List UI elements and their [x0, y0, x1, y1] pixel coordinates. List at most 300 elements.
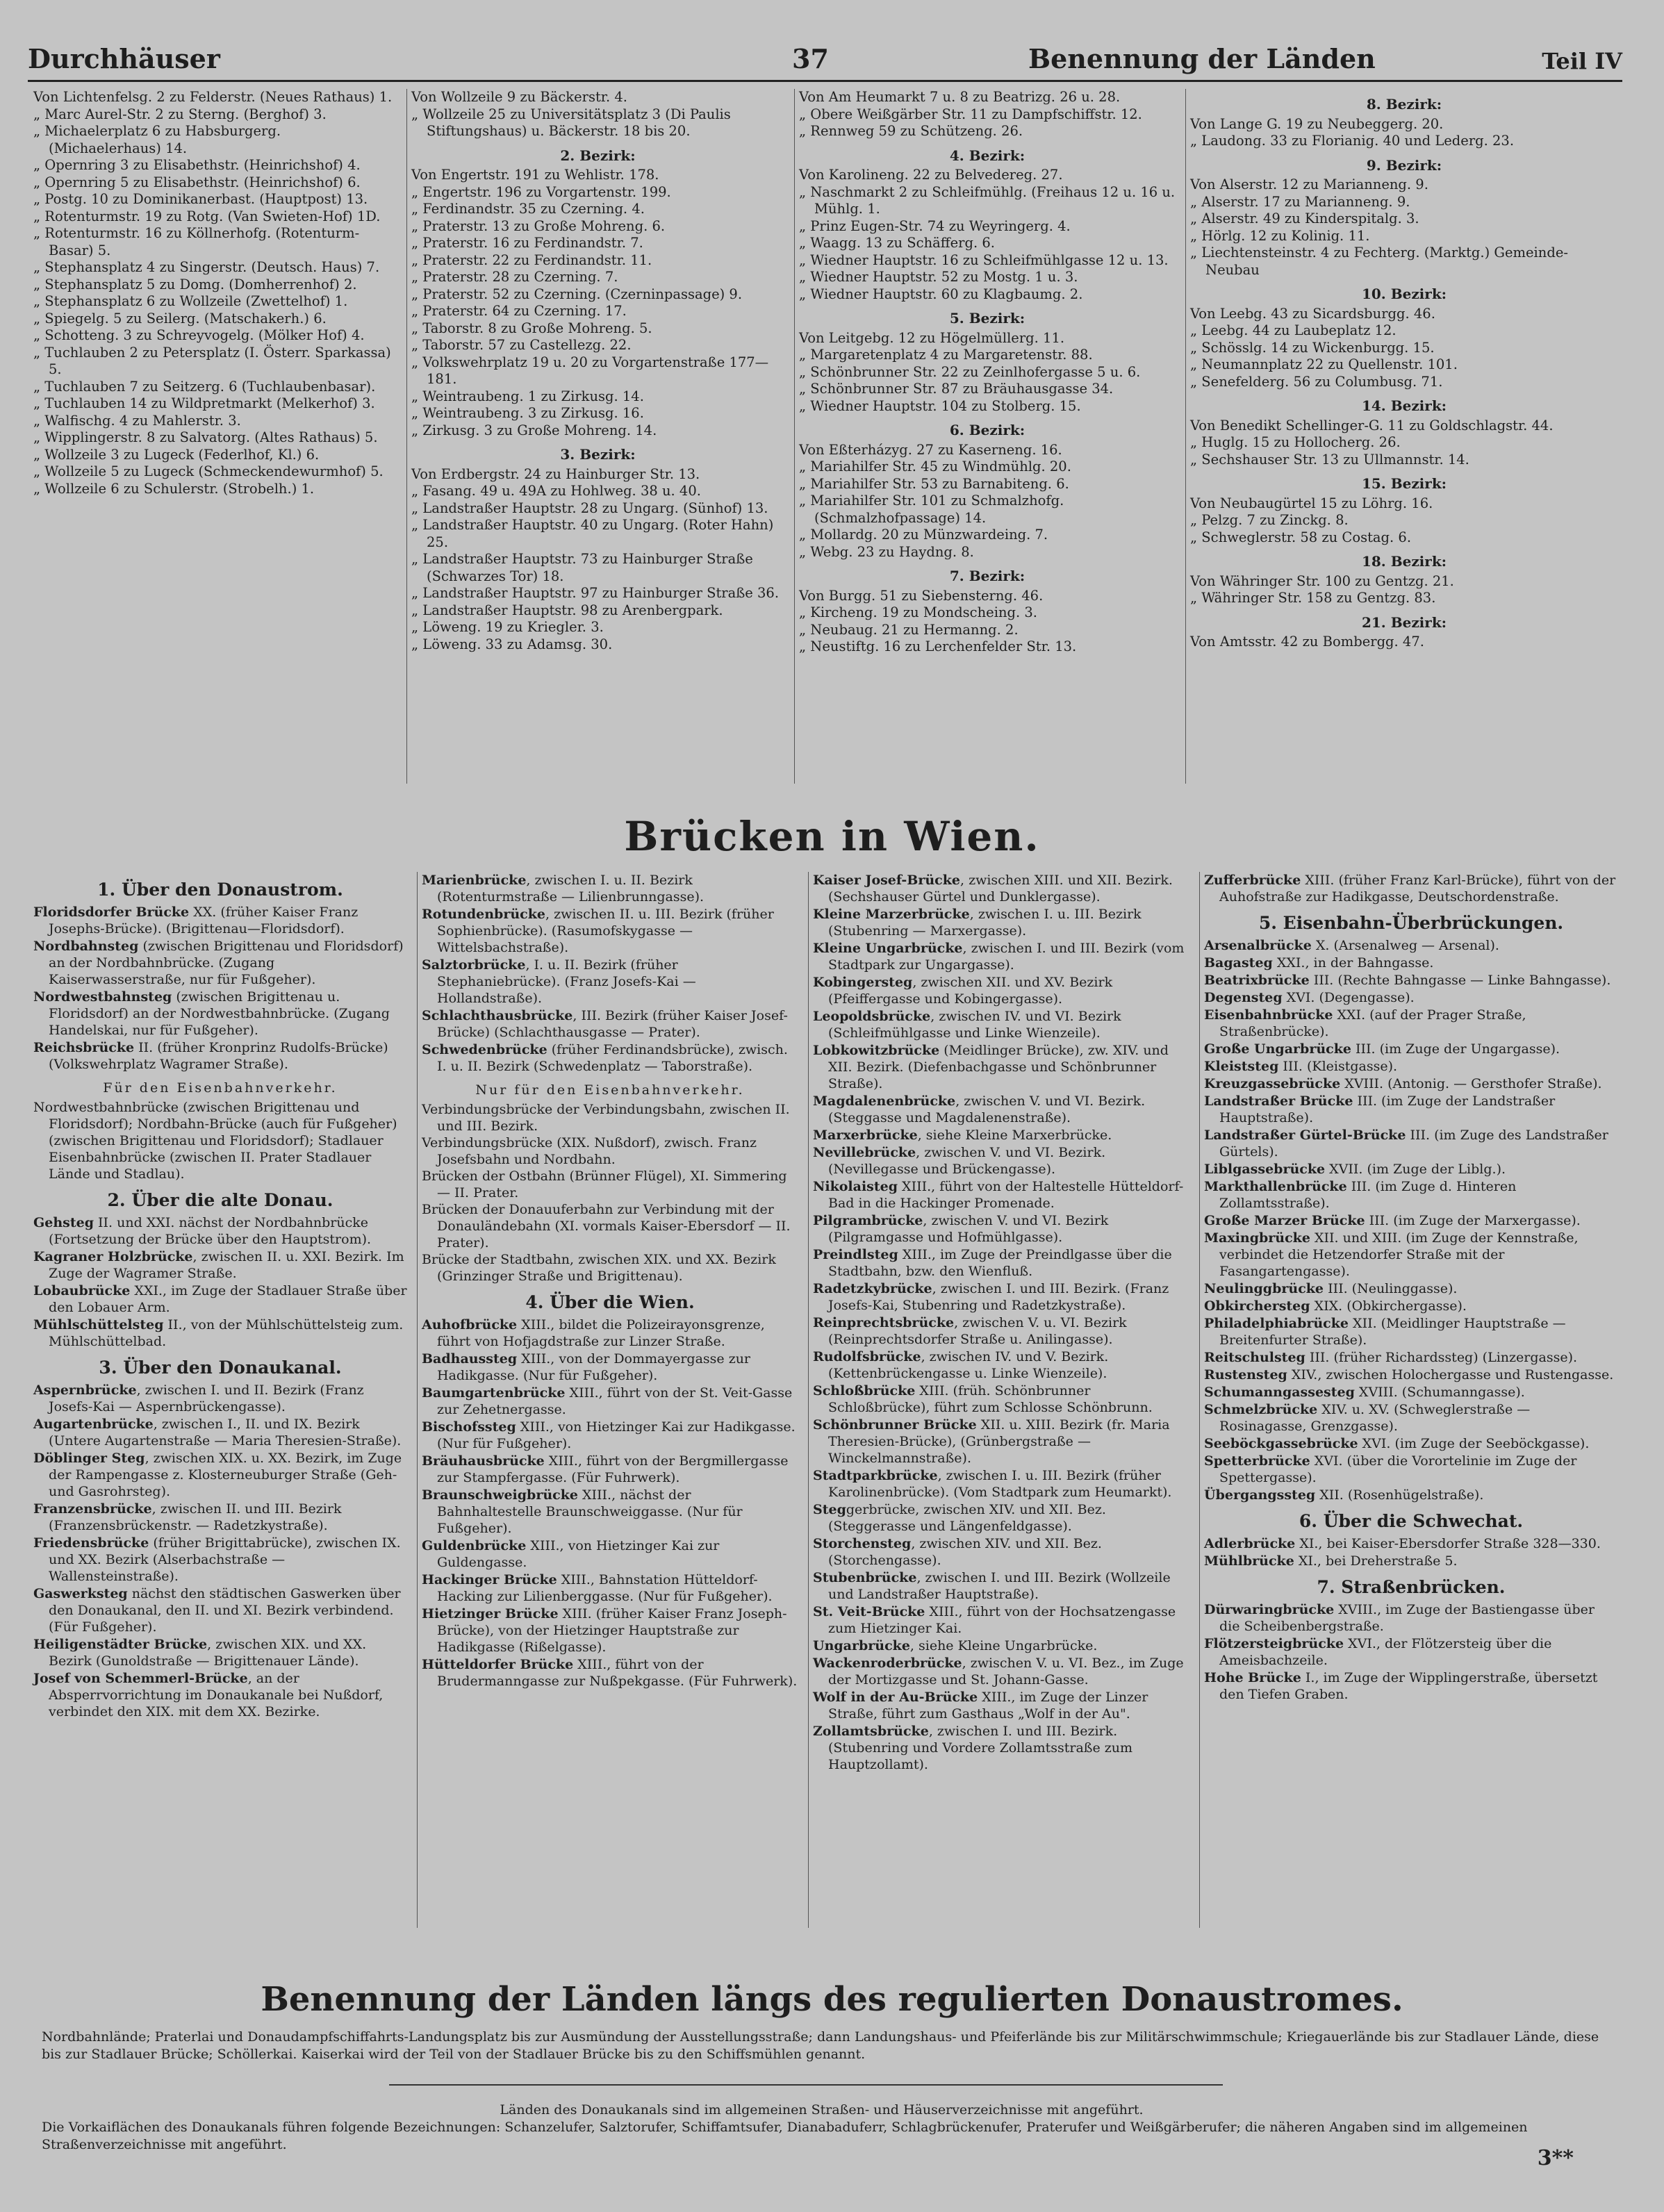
- entry-list: [799, 89, 1176, 140]
- entry: Von Am Heumarkt 7 u. 8 zu Beatrizg. 26 u. 28.: [799, 89, 1121, 105]
- entry: „ Landstraßer Hauptstr. 40 zu Ungarg. (Roter Hahn) 25.: [411, 517, 774, 550]
- entry-list: [411, 89, 784, 140]
- bridge-name: Beatrixbrücke: [1204, 973, 1310, 988]
- bridge-name: Flötzersteigbrücke: [1204, 1636, 1344, 1651]
- bridge-name: Schlachthausbrücke: [422, 1008, 573, 1023]
- entry: „ Kircheng. 19 zu Mondscheing. 3.: [799, 604, 1037, 620]
- entry: Von Neubaugürtel 15 zu Löhrg. 16.: [1190, 495, 1433, 511]
- bridge-name: Schwedenbrücke: [422, 1042, 547, 1057]
- bridge-name: Übergangssteg: [1204, 1487, 1316, 1503]
- entry: „ Laudong. 33 zu Florianig. 40 und Lederg. 23.: [1190, 133, 1515, 149]
- bridge-name: Spetterbrücke: [1204, 1453, 1310, 1469]
- district-heading: 2. Bezirk:: [560, 147, 636, 164]
- bridge-name: Preindlsteg: [813, 1247, 898, 1262]
- bridge-name: Radetzkybrücke: [813, 1281, 932, 1296]
- bridge-entry: Bischofssteg XIII., von Hietzinger Kai zur Hadikgasse. (Nur für Fußgeher).: [422, 1419, 796, 1451]
- bridge-entry: Hietzinger Brücke XIII. (früher Kaiser Franz Joseph-Brücke), von der Hietzinger Hauptstraße zur Hadikgasse (Rißelgasse).: [422, 1606, 787, 1655]
- bridge-name: Hietzinger Brücke: [422, 1606, 559, 1621]
- bridge-entry: Aspernbrücke, zwischen I. und II. Bezirk (Franz Josefs-Kai — Aspernbrückengasse).: [33, 1382, 364, 1414]
- bridge-entry: Landstraßer Gürtel-Brücke III. (im Zuge des Landstraßer Gürtels).: [1204, 1128, 1608, 1159]
- bridge-entry: Stubenbrücke, zwischen I. und III. Bezirk (Wollzeile und Landstraßer Hauptstraße).: [813, 1570, 1171, 1602]
- bridge-entry: Wolf in der Au-Brücke XIII., im Zuge der Linzer Straße, führt zum Gasthaus „Wolf in der Au".: [813, 1690, 1148, 1722]
- entry: „ Postg. 10 zu Dominikanerbast. (Hauptpost) 13.: [33, 191, 368, 207]
- bridge-entry: Schloßbrücke XIII. (früh. Schönbrunner Schloßbrücke), führt zum Schlosse Schönbrunn.: [813, 1383, 1153, 1415]
- bridge-entry: Schlachthausbrücke, III. Bezirk (früher Kaiser Josef-Brücke) (Schlachthausgasse — Prater).: [422, 1008, 788, 1040]
- bridge-entry: Maxingbrücke XII. und XIII. (im Zuge der Kennstraße, verbindet die Hetzendorfer Straße mit der Fasangartengasse).: [1204, 1230, 1579, 1279]
- bridge-name: Bräuhausbrücke: [422, 1453, 545, 1469]
- entry: „ Mariahilfer Str. 45 zu Windmühlg. 20.: [799, 459, 1071, 474]
- bridge-name: Leopoldsbrücke: [813, 1009, 931, 1024]
- bridge-name: Kleine Ungarbrücke: [813, 941, 963, 956]
- entry: „ Mariahilfer Str. 101 zu Schmalzhofg. (Schmalzhofpassage) 14.: [799, 493, 1064, 526]
- entry: „ Wiedner Hauptstr. 52 zu Mostg. 1 u. 3.: [799, 269, 1078, 285]
- entry: „ Neubaug. 21 zu Hermanng. 2.: [799, 621, 1019, 638]
- entry: Von Amtsstr. 42 zu Bombergg. 47.: [1190, 634, 1424, 650]
- entry: „ Löweng. 19 zu Kriegler. 3.: [411, 619, 604, 635]
- bridge-name: Reichsbrücke: [33, 1040, 135, 1055]
- district-heading: 15. Bezirk:: [1361, 475, 1447, 492]
- bridge-name: Kobingersteg: [813, 975, 913, 990]
- bridge-name: Auhofbrücke: [422, 1317, 518, 1332]
- bridge-name: Marienbrücke: [422, 873, 527, 888]
- bridge-name: Baumgartenbrücke: [422, 1385, 566, 1401]
- bridge-name: Landstraßer Brücke: [1204, 1093, 1353, 1109]
- entry: „ Obere Weißgärber Str. 11 zu Dampfschiffstr. 12.: [799, 106, 1142, 122]
- bridge-list: [1204, 1535, 1618, 1569]
- entry: „ Zirkusg. 3 zu Große Mohreng. 14.: [411, 422, 657, 438]
- bridge-entry: Floridsdorfer Brücke XX. (früher Kaiser Franz Josephs-Brücke). (Brigittenau—Floridsdorf).: [33, 905, 359, 936]
- entry: „ Pelzg. 7 zu Zinckg. 8.: [1190, 512, 1349, 528]
- entry: „ Liechtensteinstr. 4 zu Fechterg. (Marktg.) Gemeinde-Neubau: [1190, 245, 1568, 278]
- bridge-name: Augartenbrücke: [33, 1417, 154, 1432]
- bridge-list: [422, 872, 798, 1075]
- bridge-entry: Nikolaisteg XIII., führt von der Haltestelle Hütteldorf-Bad in die Hackinger Promenade.: [813, 1179, 1184, 1211]
- bridge-entry: Stadtparkbrücke, zwischen I. u. III. Bezirk (früher Karolinenbrücke). (Vom Stadtpark zum Heumarkt).: [813, 1468, 1172, 1500]
- entry-list: [33, 89, 397, 497]
- bridge-name: Marxerbrücke: [813, 1128, 918, 1143]
- bridge-name: Hohe Brücke: [1204, 1670, 1301, 1685]
- bridge-entry: Rotundenbrücke, zwischen II. u. III. Bezirk (früher Sophienbrücke). (Rasumofskygasse — Wittelsbachstraße).: [422, 907, 774, 955]
- bridge-name: Schönbrunner Brücke: [813, 1417, 977, 1433]
- entry: Von Eßterházyg. 27 zu Kaserneng. 16.: [799, 441, 1062, 458]
- entry: „ Schönbrunner Str. 87 zu Bräuhausgasse 34.: [799, 381, 1114, 397]
- column-1: [29, 89, 401, 784]
- entry-list: [799, 330, 1176, 415]
- entry-list: [1190, 116, 1618, 150]
- entry: „ Landstraßer Hauptstr. 73 zu Hainburger Straße (Schwarzes Tor) 18.: [411, 551, 753, 584]
- bridge-name: Rudolfsbrücke: [813, 1349, 921, 1364]
- bridge-entry: Seeböckgassebrücke XVI. (im Zuge der Seeböckgasse).: [1204, 1436, 1590, 1451]
- bridge-entry: Josef von Schemmerl-Brücke, an der Absperrvorrichtung im Donaukanale bei Nußdorf, verbindet den XIX. mit dem XX. Bezirke.: [33, 1671, 384, 1719]
- bridge-entry: Radetzkybrücke, zwischen I. und III. Bezirk. (Franz Josefs-Kai, Stubenring und Radetzkystraße).: [813, 1281, 1169, 1313]
- sub-heading: Für den Eisenbahnverkehr.: [103, 1080, 338, 1096]
- bridge-name: Reitschulsteg: [1204, 1350, 1305, 1365]
- bridge-entry: Adlerbrücke XI., bei Kaiser-Ebersdorfer Straße 328—330.: [1204, 1536, 1601, 1551]
- bridge-name: Markthallenbrücke: [1204, 1179, 1347, 1194]
- bridge-entry: Kreuzgassebrücke XVIII. (Antonig. — Gersthofer Straße).: [1204, 1076, 1602, 1091]
- entry-list: [1190, 418, 1618, 469]
- entry: „ Naschmarkt 2 zu Schleifmühlg. (Freihaus 12 u. 16 u. Mühlg. 1.: [799, 183, 1176, 217]
- entry: Von Burgg. 51 zu Siebensterng. 46.: [799, 587, 1044, 604]
- bridge-name: Josef von Schemmerl-Brücke: [33, 1671, 248, 1686]
- bridge-name: Bagasteg: [1204, 955, 1273, 971]
- district-heading: 5. Bezirk:: [949, 310, 1025, 327]
- district-heading: 6. Bezirk:: [949, 422, 1025, 438]
- bridges-column-2: [417, 872, 802, 1928]
- entry: „ Weintraubeng. 3 zu Zirkusg. 16.: [411, 405, 644, 421]
- entry: „ Praterstr. 13 zu Große Mohreng. 6.: [411, 217, 666, 234]
- bridge-name: Steg: [813, 1502, 846, 1517]
- bridge-name: Kleiststeg: [1204, 1059, 1279, 1074]
- entry: „ Praterstr. 16 zu Ferdinandstr. 7.: [411, 235, 643, 251]
- entry: „ Leebg. 44 zu Laubeplatz 12.: [1190, 322, 1397, 338]
- entry: „ Taborstr. 8 zu Große Mohreng. 5.: [411, 320, 652, 336]
- bridge-entry: Markthallenbrücke III. (im Zuge d. Hinteren Zollamtsstraße).: [1204, 1179, 1517, 1211]
- district-heading: 18. Bezirk:: [1361, 553, 1447, 570]
- entry: „ Neustiftg. 16 zu Lerchenfelder Str. 13.: [799, 638, 1077, 654]
- entry: Von Leebg. 43 zu Sicardsburgg. 46.: [1190, 305, 1435, 322]
- entry: „ Stephansplatz 5 zu Domg. (Domherrenhof) 2.: [33, 276, 357, 292]
- bridge-name: Arsenalbrücke: [1204, 938, 1312, 953]
- district-heading: 14. Bezirk:: [1361, 397, 1447, 414]
- bridge-entry: Gehsteg II. und XXI. nächst der Nordbahnbrücke (Fortsetzung der Brücke über den Hauptstrom).: [33, 1215, 372, 1247]
- bridge-name: Philadelphiabrücke: [1204, 1316, 1349, 1331]
- bridge-name: Dürwaringbrücke: [1204, 1602, 1335, 1617]
- bridge-name: Döblinger Steg: [33, 1451, 145, 1466]
- entry: „ Opernring 3 zu Elisabethstr. (Heinrichshof) 4.: [33, 157, 361, 173]
- bridge-entry: Liblgassebrücke XVII. (im Zuge der Liblg.).: [1204, 1162, 1506, 1177]
- bridge-entry: Heiligenstädter Brücke, zwischen XIX. und XX. Bezirk (Gunoldstraße — Brigittenauer Lände).: [33, 1637, 367, 1669]
- footer-note: Länden des Donaukanals sind im allgemeinen Straßen- und Häuserverzeichnisse mit angeführt.: [500, 2102, 1144, 2118]
- bridge-entry: Zollamtsbrücke, zwischen I. und III. Bezirk. (Stubenring und Vordere Zollamtsstraße zum Hauptzollamt).: [813, 1724, 1133, 1772]
- bridge-name: Wackenroderbrücke: [813, 1656, 962, 1671]
- header-left: Durchhäuser: [28, 43, 220, 74]
- sub-heading: Nur für den Eisenbahnverkehr.: [475, 1082, 745, 1098]
- bridge-entry: Hütteldorfer Brücke XIII., führt von der Brudermanngasse zur Nußpekgasse. (Für Fuhrwerk).: [422, 1657, 798, 1689]
- bridge-list: [1204, 1601, 1618, 1703]
- bridges-column-1: [29, 872, 411, 1928]
- bridge-entry: Magdalenenbrücke, zwischen V. und VI. Bezirk. (Steggasse und Magdalenenstraße).: [813, 1093, 1146, 1125]
- entry: „ Landstraßer Hauptstr. 28 zu Ungarg. (Sünhof) 13.: [411, 500, 768, 516]
- entry: „ Stephansplatz 6 zu Wollzeile (Zwettelhof) 1.: [33, 293, 348, 309]
- entry-list: [799, 442, 1176, 561]
- entry: „ Michaelerplatz 6 zu Habsburgerg. (Michaelerhaus) 14.: [33, 123, 281, 156]
- header-right: Benennung der Länden: [1028, 43, 1376, 74]
- entry: „ Sechshauser Str. 13 zu Ullmannstr. 14.: [1190, 451, 1469, 468]
- entry-list: [799, 588, 1176, 656]
- column-2: [406, 89, 789, 784]
- entry: „ Wiedner Hauptstr. 60 zu Klagbaumg. 2.: [799, 286, 1083, 302]
- bridge-name: Neulinggbrücke: [1204, 1281, 1324, 1296]
- district-heading: 10. Bezirk:: [1361, 286, 1447, 302]
- bridge-entry: Marxerbrücke, siehe Kleine Marxerbrücke.: [813, 1128, 1112, 1143]
- entry: „ Ferdinandstr. 35 zu Czerning. 4.: [411, 201, 645, 217]
- bridge-name: Heiligenstädter Brücke: [33, 1637, 208, 1652]
- entry: „ Praterstr. 28 zu Czerning. 7.: [411, 269, 618, 285]
- bridges-column-4: [1199, 872, 1622, 1928]
- entry: Von Leitgebg. 12 zu Högelmüllerg. 11.: [799, 329, 1065, 346]
- bridge-name: Franzensbrücke: [33, 1501, 152, 1517]
- bridge-entry: Wackenroderbrücke, zwischen V. u. VI. Bez., im Zuge der Mortizgasse und St. Johann-Gasse.: [813, 1656, 1184, 1687]
- entry: „ Rotenturmstr. 19 zu Rotg. (Van Swieten-Hof) 1D.: [33, 208, 381, 224]
- entry: „ Schotteng. 3 zu Schreyvogelg. (Mölker Hof) 4.: [33, 327, 365, 343]
- entry: Verbindungsbrücke (XIX. Nußdorf), zwisch. Franz Josefsbahn und Nordbahn.: [422, 1135, 757, 1167]
- bridge-entry: Kagraner Holzbrücke, zwischen II. u. XXI. Bezirk. Im Zuge der Wagramer Straße.: [33, 1249, 404, 1281]
- bridge-name: Rotundenbrücke: [422, 907, 545, 922]
- section-heading: 6. Über die Schwechat.: [1299, 1511, 1524, 1531]
- bridge-name: Maxingbrücke: [1204, 1230, 1310, 1246]
- bridge-list: [1204, 872, 1618, 905]
- bridge-name: Wolf in der Au-Brücke: [813, 1690, 978, 1705]
- bridge-entry: Philadelphiabrücke XII. (Meidlinger Hauptstraße — Breitenfurter Straße).: [1204, 1316, 1566, 1348]
- bridge-entry: Pilgrambrücke, zwischen V. und VI. Bezirk (Pilgramgasse und Hofmühlgasse).: [813, 1213, 1109, 1245]
- entry: „ Alserstr. 49 zu Kinderspitalg. 3.: [1190, 211, 1419, 226]
- entry: „ Fasang. 49 u. 49A zu Hohlweg. 38 u. 40.: [411, 483, 701, 499]
- entry: „ Tuchlauben 14 zu Wildpretmarkt (Melkerhof) 3.: [33, 395, 375, 411]
- bridge-name: Rustensteg: [1204, 1367, 1287, 1382]
- entry: „ Rotenturmstr. 16 zu Köllnerhofg. (Rotenturm-Basar) 5.: [33, 225, 360, 258]
- entry: Von Wollzeile 9 zu Bäckerstr. 4.: [411, 89, 627, 105]
- entry: Von Alserstr. 12 zu Marianneng. 9.: [1190, 176, 1428, 192]
- entry: „ Opernring 5 zu Elisabethstr. (Heinrichshof) 6.: [33, 174, 361, 190]
- bridge-entry: Degensteg XVI. (Degengasse).: [1204, 990, 1415, 1005]
- bridge-entry: Landstraßer Brücke III. (im Zuge der Landstraßer Hauptstraße).: [1204, 1093, 1556, 1125]
- entry: „ Walfischg. 4 zu Mahlerstr. 3.: [33, 412, 241, 429]
- divider: [389, 2084, 1223, 2086]
- entry: „ Margaretenplatz 4 zu Margaretenstr. 88.: [799, 347, 1093, 363]
- bridges-columns: [29, 872, 1622, 1928]
- bridge-name: Mühlbrücke: [1204, 1553, 1294, 1569]
- bridge-name: Mühlschüttelsteg: [33, 1317, 164, 1332]
- bridge-entry: Hohe Brücke I., im Zuge der Wipplingerstraße, übersetzt den Tiefen Graben.: [1204, 1670, 1598, 1702]
- entry: Brücke der Stadtbahn, zwischen XIX. und XX. Bezirk (Grinzinger Straße und Brigittenau).: [422, 1252, 776, 1284]
- durchhaeuser-columns: [29, 89, 1622, 784]
- bridge-name: Stubenbrücke: [813, 1570, 917, 1585]
- entry: „ Marc Aurel-Str. 2 zu Sterng. (Berghof) 3.: [33, 106, 327, 122]
- bridge-name: Lobaubrücke: [33, 1283, 131, 1298]
- entry: „ Praterstr. 64 zu Czerning. 17.: [411, 303, 627, 319]
- bridge-entry: Nordwestbahnsteg (zwischen Brigittenau u. Floridsdorf) an der Nordwestbahnbrücke. (Zugang Handelskai, nur für Fußgeher).: [33, 989, 390, 1038]
- bridge-name: Friedensbrücke: [33, 1535, 149, 1551]
- entry: „ Wollzeile 6 zu Schulerstr. (Strobelh.) 1.: [33, 480, 315, 497]
- column-3: [794, 89, 1180, 784]
- district-heading: 8. Bezirk:: [1366, 96, 1442, 113]
- entry-list: [1190, 306, 1618, 391]
- column-4: [1185, 89, 1622, 784]
- bridge-list: [33, 904, 407, 1073]
- entry: „ Schönbrunner Str. 22 zu Zeinlhofergasse 5 u. 6.: [799, 363, 1141, 380]
- entry: „ Mariahilfer Str. 53 zu Barnabiteng. 6.: [799, 475, 1069, 492]
- bridge-name: Eisenbahnbrücke: [1204, 1007, 1333, 1023]
- entry: „ Volkswehrplatz 19 u. 20 zu Vorgartenstraße 177—181.: [411, 354, 769, 387]
- bridge-name: Schumanngassesteg: [1204, 1385, 1355, 1400]
- bridge-entry: Steggerbrücke, zwischen XIV. und XII. Bez. (Steggerasse und Längenfeldgasse).: [813, 1502, 1106, 1534]
- bridge-entry: Rudolfsbrücke, zwischen IV. und V. Bezirk. (Kettenbrückengasse u. Linke Wienzeile).: [813, 1349, 1109, 1381]
- bridge-name: Storchensteg: [813, 1536, 912, 1551]
- footer-note: Die Vorkaiflächen des Donaukanals führen folgende Bezeichnungen: Schanzelufer, Salztorufer, Schiffamtsufer, Dianabaduferr, Schlagbrückenufer, Praterufer und Weißgärberufer; die näheren Angaben sind im allgemeinen Straßenverzeichnisse mit angeführt.: [42, 2120, 1528, 2152]
- header-part: Teil IV: [1542, 48, 1622, 74]
- bridge-name: Kaiser Josef-Brücke: [813, 873, 960, 888]
- bridge-entry: Spetterbrücke XVI. (über die Vorortelinie im Zuge der Spettergasse).: [1204, 1453, 1577, 1485]
- bridge-name: Obkirchersteg: [1204, 1298, 1310, 1314]
- bridge-entry: Mühlschüttelsteg II., von der Mühlschüttelsteig zum. Mühlschüttelbad.: [33, 1317, 404, 1349]
- bridge-entry: Friedensbrücke (früher Brigittabrücke), zwischen IX. und XX. Bezirk (Alserbachstraße — Wallensteinstraße).: [33, 1535, 401, 1584]
- bridge-list: [813, 872, 1189, 1773]
- entry: „ Stephansplatz 4 zu Singerstr. (Deutsch. Haus) 7.: [33, 259, 380, 275]
- entry: „ Engertstr. 196 zu Vorgartenstr. 199.: [411, 183, 671, 200]
- district-heading: 4. Bezirk:: [949, 147, 1025, 164]
- bridge-entry: Übergangssteg XII. (Rosenhügelstraße).: [1204, 1487, 1484, 1503]
- entry: „ Hörlg. 12 zu Kolinig. 11.: [1190, 227, 1370, 244]
- entry: „ Senefelderg. 56 zu Columbusg. 71.: [1190, 373, 1443, 390]
- bridge-name: Bischofssteg: [422, 1419, 516, 1435]
- bridge-name: Degensteg: [1204, 990, 1283, 1005]
- bridge-name: Seeböckgassebrücke: [1204, 1436, 1358, 1451]
- bridge-entry: Lobaubrücke XXI., im Zuge der Stadlauer Straße über den Lobauer Arm.: [33, 1283, 407, 1315]
- bridge-entry: Augartenbrücke, zwischen I., II. und IX. Bezirk (Untere Augartenstraße — Maria Theresien-Straße).: [33, 1417, 402, 1448]
- entry: „ Schweglerstr. 58 zu Costag. 6.: [1190, 529, 1412, 545]
- entry: „ Wollzeile 5 zu Lugeck (Schmeckendewurmhof) 5.: [33, 463, 384, 479]
- entry: Von Erdbergstr. 24 zu Hainburger Str. 13.: [411, 465, 700, 482]
- bridge-name: Badhaussteg: [422, 1351, 518, 1367]
- bridge-entry: Guldenbrücke XIII., von Hietzinger Kai zur Guldengasse.: [422, 1538, 720, 1570]
- bridge-name: Reinprechtsbrücke: [813, 1315, 955, 1330]
- bridge-entry: Kleine Ungarbrücke, zwischen I. und III. Bezirk (vom Stadtpark zur Ungargasse).: [813, 941, 1185, 973]
- bridge-entry: Kobingersteg, zwischen XII. und XV. Bezirk (Pfeiffergasse und Kobingergasse).: [813, 975, 1113, 1007]
- bridge-name: Pilgrambrücke: [813, 1213, 923, 1228]
- bridge-entry: Franzensbrücke, zwischen II. und III. Bezirk (Franzensbrückenstr. — Radetzkystraße).: [33, 1501, 342, 1533]
- entry-list: [411, 167, 784, 439]
- district-heading: 21. Bezirk:: [1361, 613, 1447, 631]
- bridge-entry: Schmelzbrücke XIV. u. XV. (Schweglerstraße — Rosinagasse, Grenzgasse).: [1204, 1402, 1531, 1434]
- bridge-name: Kleine Marzerbrücke: [813, 907, 970, 922]
- district-heading: 3. Bezirk:: [560, 446, 636, 463]
- bridge-entry: Schönbrunner Brücke XII. u. XIII. Bezirk (fr. Maria Theresien-Brücke), (Grünbergstraße — Winckelmannstraße).: [813, 1417, 1170, 1466]
- bridge-entry: Nordbahnsteg (zwischen Brigittenau und Floridsdorf) an der Nordbahnbrücke. (Zugang Kaiserwasserstraße, nur für Fußgeher).: [33, 939, 404, 987]
- bridge-name: Landstraßer Gürtel-Brücke: [1204, 1128, 1406, 1143]
- bridge-name: Große Ungarbrücke: [1204, 1041, 1351, 1057]
- entry: Von Engertstr. 191 zu Wehlistr. 178.: [411, 167, 659, 183]
- bridge-name: Nikolaisteg: [813, 1179, 898, 1194]
- bridge-name: Gehsteg: [33, 1215, 94, 1230]
- bridge-name: St. Veit-Brücke: [813, 1604, 925, 1619]
- bridge-entry: Gaswerksteg nächst den städtischen Gaswerken über den Donaukanal, den II. und XI. Bezirk verbindend. (Für Fußgeher).: [33, 1586, 401, 1635]
- bridge-entry: Schumanngassesteg XVIII. (Schumanngasse).: [1204, 1385, 1525, 1400]
- section-heading: 5. Eisenbahn-Überbrückungen.: [1258, 913, 1564, 933]
- entry: „ Tuchlauben 7 zu Seitzerg. 6 (Tuchlaubenbasar).: [33, 378, 376, 395]
- entry: „ Alserstr. 17 zu Marianneng. 9.: [1190, 193, 1410, 210]
- bridge-name: Nevillebrücke: [813, 1145, 916, 1160]
- bridge-entry: Obkirchersteg XIX. (Obkirchergasse).: [1204, 1298, 1467, 1314]
- entry: Brücken der Ostbahn (Brünner Flügel), XI. Simmering — II. Prater.: [422, 1169, 787, 1200]
- bridge-entry: St. Veit-Brücke XIII., führt von der Hochsatzengasse zum Hietzinger Kai.: [813, 1604, 1176, 1636]
- page-number: 37: [792, 43, 829, 74]
- section-heading: 4. Über die Wien.: [525, 1292, 695, 1312]
- entry: „ Spiegelg. 5 zu Seilerg. (Matschakerh.) 6.: [33, 310, 327, 327]
- bridge-list: [422, 1317, 798, 1690]
- bridge-entry: Flötzersteigbrücke XVI., der Flötzersteig über die Ameisbachzeile.: [1204, 1636, 1552, 1668]
- entry: „ Wollzeile 25 zu Universitätsplatz 3 (Di Paulis Stiftungshaus) u. Bäckerstr. 18 bis 20.: [411, 106, 731, 139]
- entry: „ Wiedner Hauptstr. 104 zu Stolberg. 15.: [799, 397, 1081, 414]
- bridge-entry: Kleiststeg III. (Kleistgasse).: [1204, 1059, 1398, 1074]
- bridge-entry: Mühlbrücke XI., bei Dreherstraße 5.: [1204, 1553, 1458, 1569]
- bridge-entry: Schwedenbrücke (früher Ferdinandsbrücke), zwisch. I. u. II. Bezirk (Schwedenplatz — Taborstraße).: [422, 1042, 788, 1074]
- entry: „ Währinger Str. 158 zu Gentzg. 83.: [1190, 590, 1436, 606]
- entry: „ Huglg. 15 zu Hollocherg. 26.: [1190, 434, 1401, 450]
- bridge-list: [33, 1214, 407, 1350]
- bridge-entry: Reichsbrücke II. (früher Kronprinz Rudolfs-Brücke) (Volkswehrplatz Wagramer Straße).: [33, 1040, 388, 1072]
- bridge-name: Gaswerksteg: [33, 1586, 128, 1601]
- entry: „ Wiedner Hauptstr. 16 zu Schleifmühlgasse 12 u. 13.: [799, 251, 1169, 268]
- bridge-name: Hütteldorfer Brücke: [422, 1657, 574, 1672]
- bridge-name: Salztorbrücke: [422, 957, 526, 973]
- entry: „ Schösslg. 14 zu Wickenburgg. 15.: [1190, 339, 1435, 356]
- bridge-entry: Leopoldsbrücke, zwischen IV. und VI. Bezirk (Schleifmühlgasse und Linke Wienzeile).: [813, 1009, 1121, 1041]
- bridge-entry: Salztorbrücke, I. u. II. Bezirk (früher Stephaniebrücke). (Franz Josefs-Kai — Hollandstraße).: [422, 957, 696, 1006]
- bridge-entry: Storchensteg, zwischen XIV. und XII. Bez. (Storchengasse).: [813, 1536, 1102, 1568]
- district-heading: 7. Bezirk:: [949, 568, 1025, 584]
- entry-list: [422, 1101, 798, 1285]
- bridge-entry: Dürwaringbrücke XVIII., im Zuge der Bastiengasse über die Scheibenbergstraße.: [1204, 1602, 1595, 1634]
- bridges-title: Brücken in Wien.: [624, 813, 1040, 860]
- entry: „ Rennweg 59 zu Schützeng. 26.: [799, 123, 1023, 139]
- bridge-name: Große Marzer Brücke: [1204, 1213, 1365, 1228]
- bridge-name: Stadtparkbrücke: [813, 1468, 938, 1483]
- bridge-name: Kagraner Holzbrücke: [33, 1249, 193, 1264]
- bridge-name: Adlerbrücke: [1204, 1536, 1296, 1551]
- entry-list: [799, 167, 1176, 303]
- bridge-entry: Rustensteg XIV., zwischen Holochergasse und Rustengasse.: [1204, 1367, 1614, 1382]
- section-heading: 7. Straßenbrücken.: [1317, 1577, 1506, 1597]
- bridge-name: Magdalenenbrücke: [813, 1093, 956, 1109]
- bridge-entry: Marienbrücke, zwischen I. u. II. Bezirk (Rotenturmstraße — Lilienbrunngasse).: [422, 873, 705, 905]
- bridge-name: Lobkowitzbrücke: [813, 1043, 940, 1058]
- bridge-name: Ungarbrücke: [813, 1638, 910, 1653]
- entry: Brücken der Donauuferbahn zur Verbindung mit der Donauländebahn (XI. vormals Kaiser-Ebersdorf — II. Prater).: [422, 1202, 791, 1251]
- bridge-entry: Reinprechtsbrücke, zwischen V. u. VI. Bezirk (Reinprechtsdorfer Straße u. Anilingasse).: [813, 1315, 1127, 1347]
- entry: „ Waagg. 13 zu Schäfferg. 6.: [799, 235, 995, 251]
- bridge-name: Braunschweigbrücke: [422, 1487, 578, 1503]
- entry: „ Mollardg. 20 zu Münzwardeing. 7.: [799, 527, 1048, 543]
- bridge-entry: Bagasteg XXI., in der Bahngasse.: [1204, 955, 1434, 971]
- bridge-entry: Baumgartenbrücke XIII., führt von der St. Veit-Gasse zur Zehetnergasse.: [422, 1385, 793, 1417]
- bridge-name: Zollamtsbrücke: [813, 1724, 929, 1739]
- bridge-name: Nordbahnsteg: [33, 939, 139, 954]
- bridge-entry: Lobkowitzbrücke (Meidlinger Brücke), zw. XIV. und XII. Bezirk. (Diefenbachgasse und Schönbrunner Straße).: [813, 1043, 1169, 1091]
- entry: Von Karolineng. 22 zu Belvedereg. 27.: [799, 167, 1063, 183]
- entry: Von Währinger Str. 100 zu Gentzg. 21.: [1190, 572, 1454, 589]
- entry: „ Praterstr. 52 zu Czerning. (Czerninpassage) 9.: [411, 286, 743, 302]
- entry: „ Löweng. 33 zu Adamsg. 30.: [411, 636, 613, 652]
- entry: „ Wollzeile 3 zu Lugeck (Federlhof, Kl.) 6.: [33, 446, 320, 463]
- bridge-name: Hackinger Brücke: [422, 1572, 557, 1587]
- bridge-entry: Hackinger Brücke XIII., Bahnstation Hütteldorf-Hacking zur Lilienberggasse. (Nur für Fußgeher).: [422, 1572, 773, 1604]
- bridge-entry: Bräuhausbrücke XIII., führt von der Bergmillergasse zur Stampfergasse. (Für Fuhrwerk).: [422, 1453, 789, 1485]
- bridge-name: Liblgassebrücke: [1204, 1162, 1326, 1177]
- entry: „ Landstraßer Hauptstr. 97 zu Hainburger Straße 36.: [411, 585, 780, 601]
- bridge-name: Zufferbrücke: [1204, 873, 1301, 888]
- entry-list: [1190, 495, 1618, 547]
- bridge-entry: Zufferbrücke XIII. (früher Franz Karl-Brücke), führt von der Auhofstraße zur Hadikgasse, Deutschordenstraße.: [1204, 873, 1616, 905]
- district-heading: 9. Bezirk:: [1366, 156, 1442, 174]
- section-heading: 3. Über den Donaukanal.: [99, 1357, 342, 1378]
- bridge-entry: Ungarbrücke, siehe Kleine Ungarbrücke.: [813, 1638, 1098, 1653]
- entry: Verbindungsbrücke der Verbindungsbahn, zwischen II. und III. Bezirk.: [422, 1102, 790, 1134]
- entry-list: [411, 466, 784, 654]
- bridge-entry: Kleine Marzerbrücke, zwischen I. u. III. Bezirk (Stubenring — Marxergasse).: [813, 907, 1142, 939]
- entry: Von Benedikt Schellinger-G. 11 zu Goldschlagstr. 44.: [1190, 417, 1554, 434]
- bridge-entry: Neulinggbrücke III. (Neulinggasse).: [1204, 1281, 1458, 1296]
